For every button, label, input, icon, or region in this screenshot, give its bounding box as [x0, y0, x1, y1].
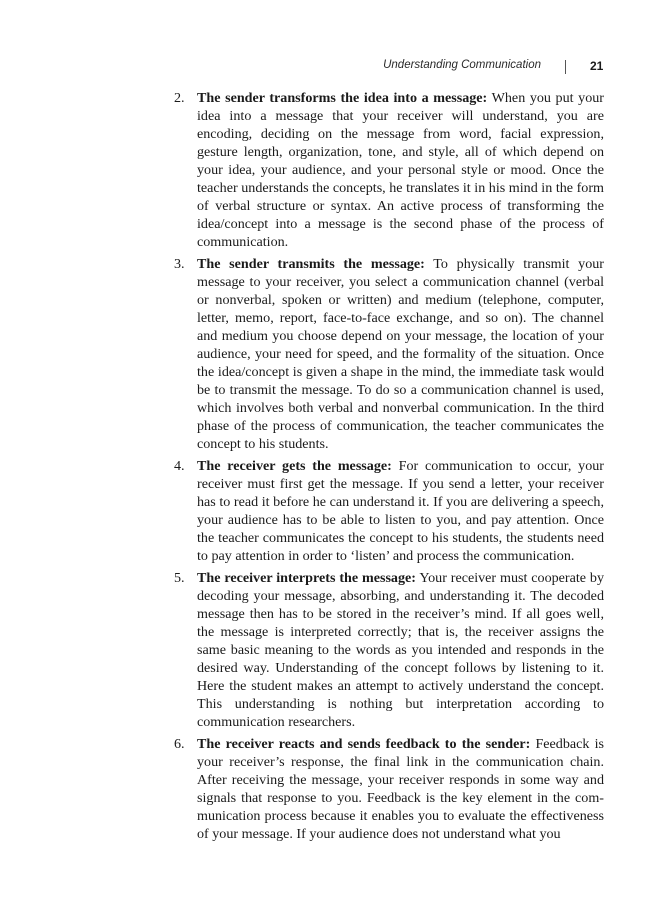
list-item	[174, 569, 604, 731]
item-lead-in: The receiver gets the message:	[197, 458, 392, 474]
item-text: When you put your idea into a message that your receiver will understand, you are encoding, deciding on the message from word, facial expression, gesture length, organization, tone, and style, all of which depend on your idea, your audience, and your personal style or mood. Once the teacher understands the concepts, he translates it in his mind in the form of verbal structure or syntax. An active process of transforming the idea/concept into a message is the second phase of the process of communication.	[197, 90, 604, 250]
item-lead-in: The receiver interprets the message:	[197, 570, 416, 586]
item-number: 2.	[174, 90, 185, 106]
running-head-title: Understanding Communication	[383, 59, 541, 71]
process-steps-list	[174, 89, 604, 843]
running-head	[0, 59, 661, 77]
page-number: 21	[590, 59, 604, 73]
item-text: For communication to occur, your receiver must first get the message. If you send a letter, your receiver has to read it before he can understand it. If you are delivering a speech, your audience has to be able to listen to you, and pay attention. Once the teacher communicates the concept to his students, the students need to pay attention in order to ‘listen’ and process the communication.	[197, 458, 604, 564]
item-lead-in: The sender transforms the idea into a message:	[197, 90, 488, 106]
body-text	[174, 89, 604, 847]
item-number: 6.	[174, 736, 185, 752]
item-text: Feedback is your receiver’s response, the final link in the communication chain. After receiving the message, your receiver responds in some way and signals that response to you. Feedback is the key element in the communication process because it enables you to evaluate the effectiveness of your message. If your audience does not understand what you	[197, 736, 604, 842]
item-lead-in: The receiver reacts and sends feedback to the sender:	[197, 736, 531, 752]
running-head-divider	[565, 60, 566, 74]
list-item	[174, 89, 604, 251]
item-number: 5.	[174, 570, 185, 586]
item-number: 3.	[174, 256, 185, 272]
item-text: Your receiver must cooperate by decoding your message, absorbing, and understanding it. The decoded message then has to be stored in the receiver’s mind. If all goes well, the message is interpreted correctly; that is, the receiver assigns the same basic meaning to the words as you intended and responds in the desired way. Understanding of the concept follows by listening to it. Here the student makes an attempt to actively understand the concept. This understanding is nothing but interpretation according to communication researchers.	[197, 570, 604, 730]
item-lead-in: The sender transmits the message:	[197, 256, 425, 272]
list-item	[174, 457, 604, 565]
item-number: 4.	[174, 458, 185, 474]
list-item	[174, 255, 604, 453]
item-text: To physically transmit your message to your receiver, you select a communication channel (verbal or nonverbal, spoken or written) and medium (telephone, computer, letter, memo, report, face-to-face exchange, and so on). The channel and medium you choose depend on your message, the location of your audience, your need for speed, and the formality of the situation. Once the idea/concept is given a shape in the mind, the immediate task would be to transmit the message. To do so a communication channel is used, which involves both verbal and nonverbal communication. In the third phase of the process of communication, the teacher communicates the concept to his students.	[197, 256, 604, 452]
list-item	[174, 735, 604, 843]
